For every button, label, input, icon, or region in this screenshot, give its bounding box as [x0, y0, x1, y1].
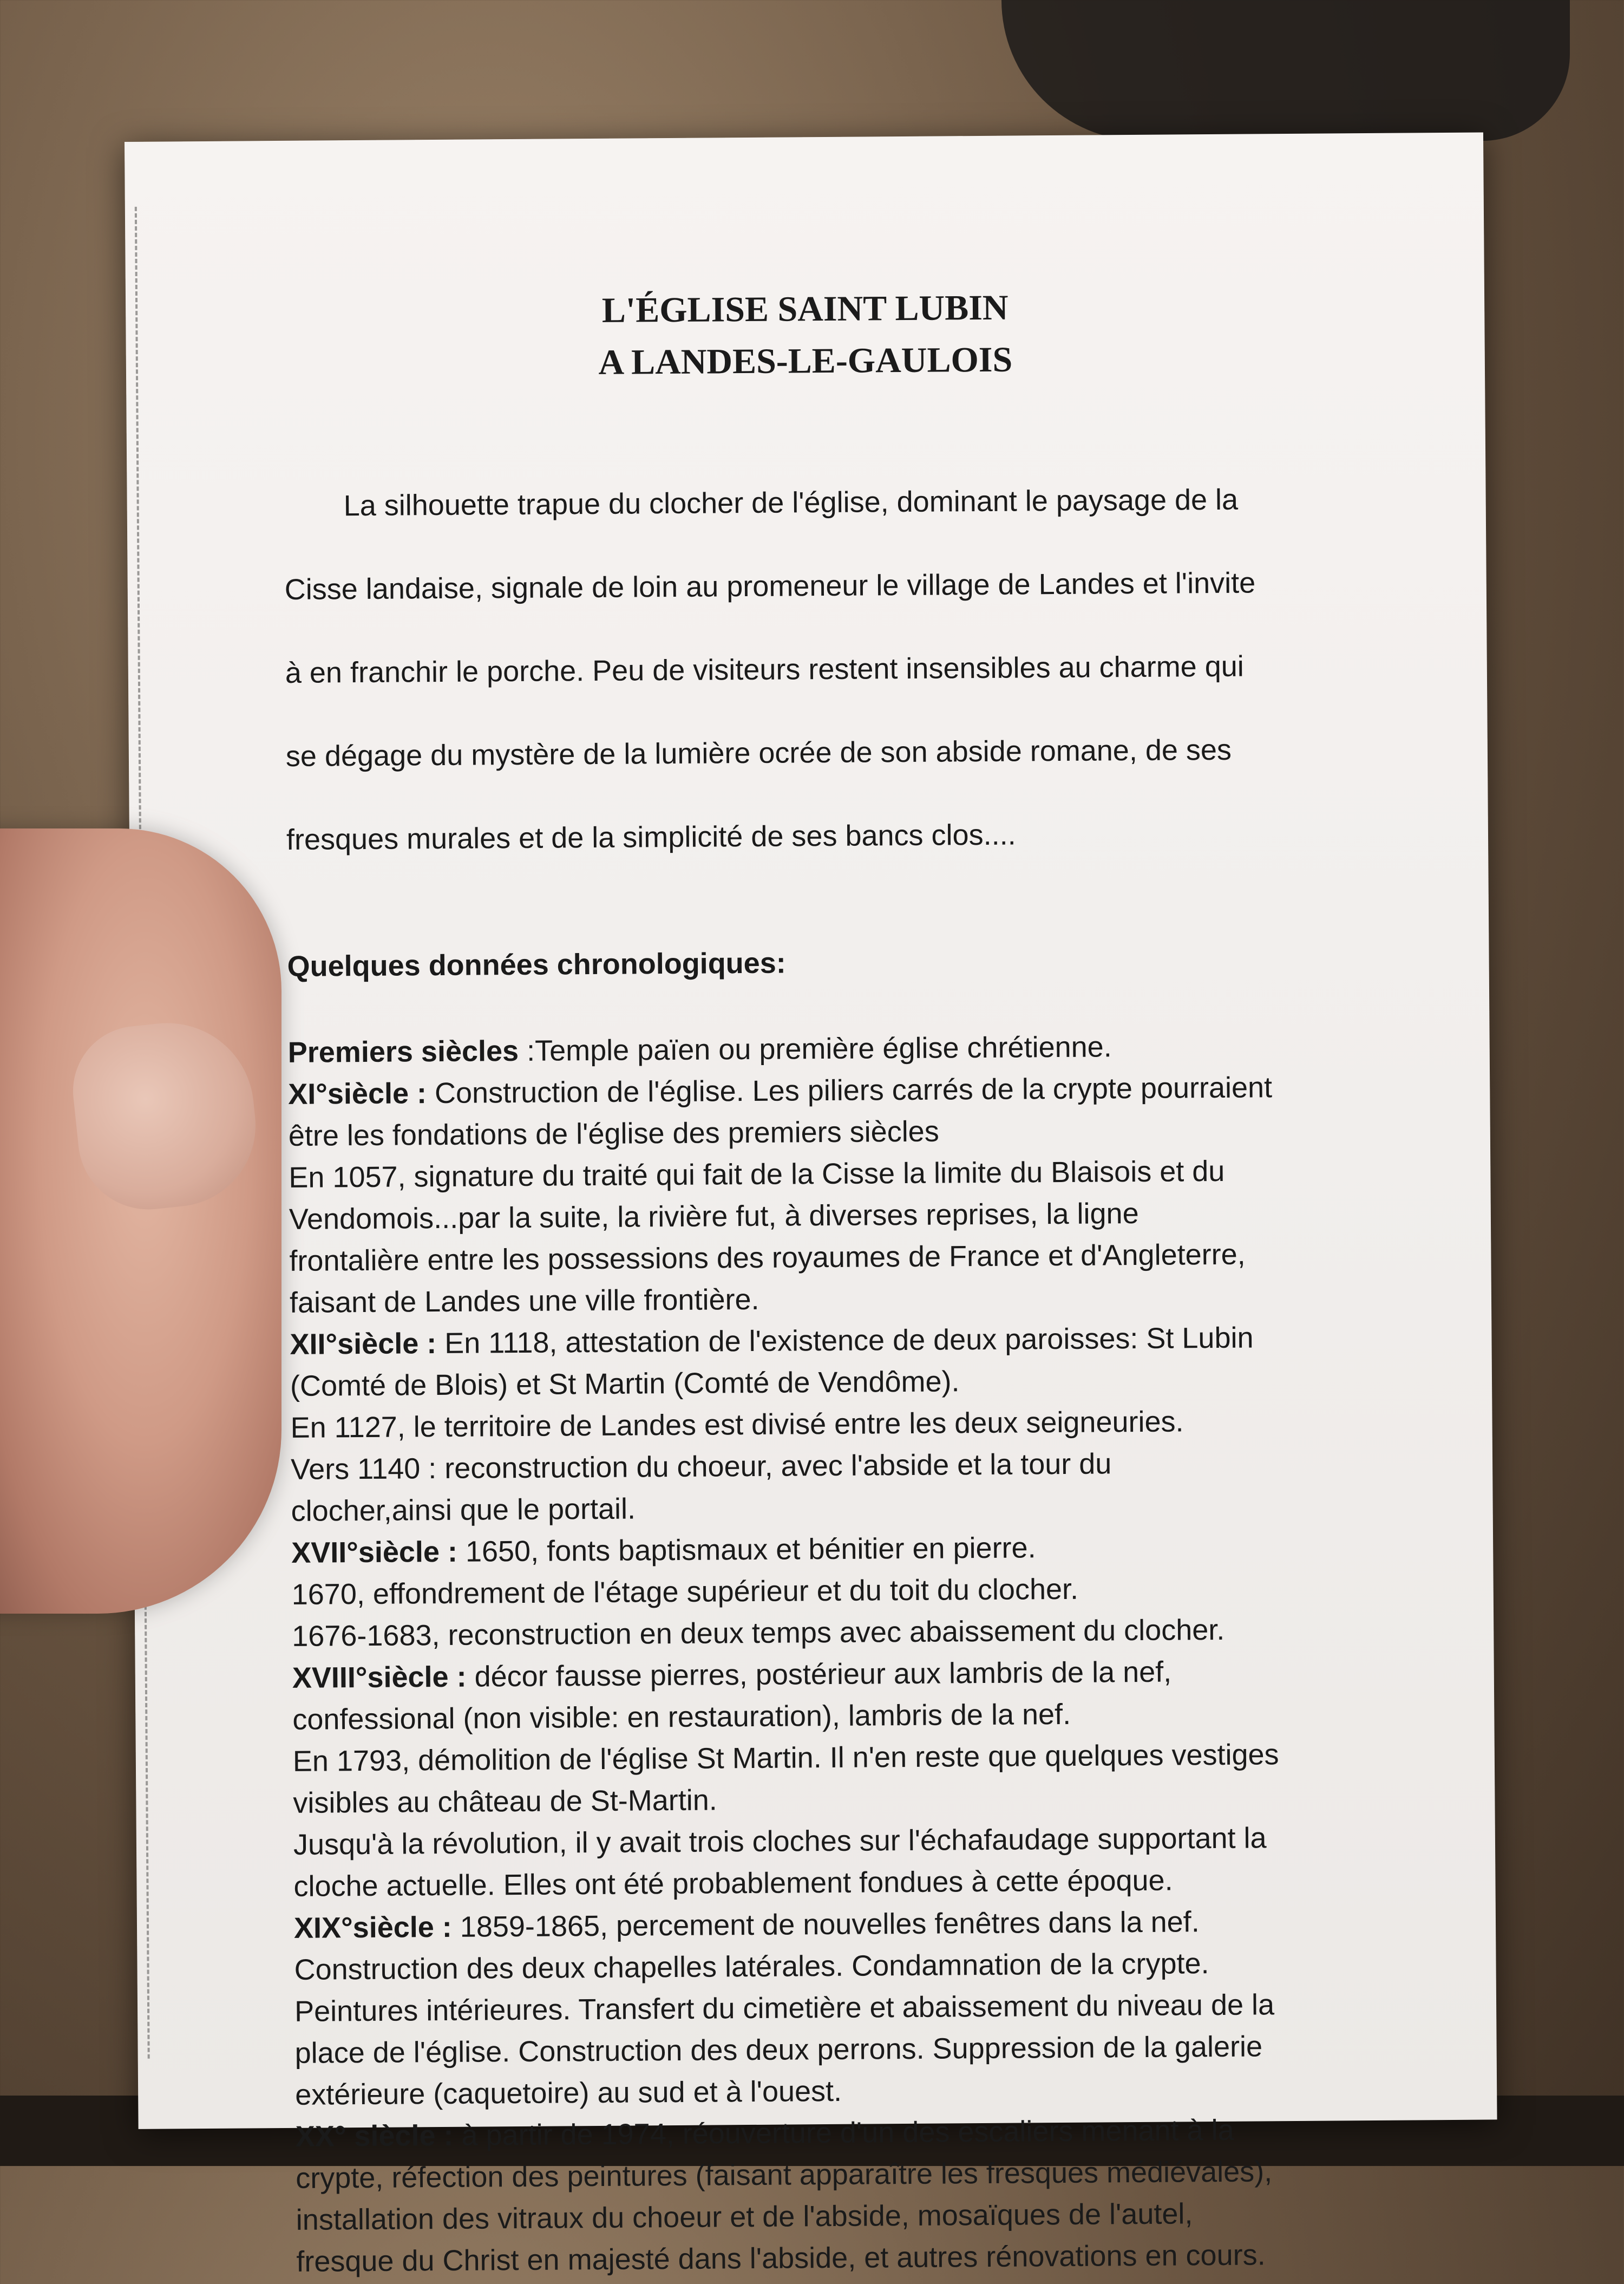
chronology-line: [292, 1691, 1451, 1741]
line-text: 1650, fonts baptismaux et bénitier en pierre.: [457, 1531, 1036, 1568]
line-text: Construction de l'église. Les piliers carrés de la crypte pourraient: [426, 1071, 1273, 1110]
line-text: être les fondations de l'église des premiers siècles: [288, 1115, 939, 1152]
line-text: à partir de 1974, réouverture d'un des escaliers menant à la: [453, 2113, 1234, 2152]
intro-line: La silhouette trapue du clocher de l'église, dominant le paysage de la: [343, 483, 1239, 523]
chronology-line: [296, 2233, 1455, 2283]
chronology-line: [293, 1858, 1452, 1908]
intro-paragraph: [284, 436, 1445, 903]
chronology-line: [293, 1816, 1452, 1866]
line-text: installation des vitraux du choeur et de l'abside, mosaïques de l'autel,: [296, 2197, 1193, 2236]
line-text: visibles au château de St-Martin.: [293, 1784, 718, 1819]
title-line-2: A LANDES-LE-GAULOIS: [598, 340, 1013, 382]
line-text: extérieure (caquetoire) au sud et à l'ouest.: [294, 2074, 842, 2111]
chronology-line: [293, 1733, 1451, 1783]
chronology-line: [287, 1024, 1446, 1074]
chronology-line: [289, 1149, 1447, 1199]
intro-line: à en franchir le porche. Peu de visiteurs restent insensibles au charme qui: [285, 650, 1244, 689]
chronology-line: [289, 1191, 1448, 1241]
line-text: clocher,ainsi que le portail.: [291, 1492, 636, 1528]
line-text: 1859-1865, percement de nouvelles fenêtres dans la nef.: [451, 1905, 1200, 1943]
line-text: En 1057, signature du traité qui fait de la Cisse la limite du Blaisois et du: [289, 1154, 1225, 1194]
holding-hand: [0, 828, 281, 1614]
title-line-1: L'ÉGLISE SAINT LUBIN: [601, 288, 1009, 330]
line-text: Peintures intérieures. Transfert du cimetière et abaissement du niveau de la: [294, 1988, 1275, 2028]
chronology-line: [296, 2150, 1454, 2200]
line-text: 1676-1683, reconstruction en deux temps avec abaissement du clocher.: [292, 1613, 1225, 1653]
background-dark-object: [1001, 0, 1570, 141]
line-text: En 1127, le territoire de Landes est divisé entre les deux seigneuries.: [290, 1405, 1184, 1444]
chronology-line: [292, 1649, 1451, 1699]
chronology-line: [294, 2025, 1453, 2074]
line-text: faisant de Landes une ville frontière.: [289, 1283, 759, 1319]
line-text: Jusqu'à la révolution, il y avait trois cloches sur l'échafaudage supportant la: [293, 1822, 1267, 1861]
intro-line: se dégage du mystère de la lumière ocrée de son abside romane, de ses: [285, 733, 1232, 773]
document-title: [126, 278, 1485, 392]
chronology-line: [289, 1232, 1448, 1282]
chronology-line: [289, 1107, 1447, 1157]
line-text: crypte, réfection des peintures (faisant apparaître les fresques médiévales),: [296, 2155, 1273, 2195]
leaflet-page: [125, 132, 1497, 2278]
chronology-line: [291, 1483, 1449, 1532]
chronology-line: [295, 2066, 1453, 2116]
chronology-line: [290, 1399, 1449, 1449]
period-label: XIX°siècle :: [293, 1910, 453, 1944]
line-text: En 1793, démolition de l'église St Martin. Il n'en reste que quelques vestiges: [292, 1738, 1279, 1778]
chronology-list: [287, 1024, 1455, 2283]
section-heading: Quelques données chronologiques:: [287, 947, 786, 983]
intro-line: Cisse landaise, signale de loin au promeneur le village de Landes et l'invite: [284, 566, 1256, 606]
chronology-line: [290, 1316, 1448, 1366]
period-label: XII°siècle :: [290, 1327, 437, 1361]
chronology-line: [290, 1358, 1449, 1407]
chronology-line: [291, 1566, 1450, 1616]
chronology-line: [295, 2108, 1453, 2158]
period-label: XI°siècle :: [288, 1077, 427, 1111]
line-text: fresque du Christ en majesté dans l'abside, et autres rénovations en cours.: [296, 2239, 1266, 2278]
chronology-line: [288, 1066, 1446, 1115]
period-label: Premiers siècles: [287, 1034, 519, 1069]
period-label: XX° siècle :: [295, 2119, 454, 2153]
line-text: place de l'église. Construction des deux perrons. Suppression de la galerie: [294, 2030, 1263, 2070]
line-text: :Temple païen ou première église chrétienne.: [518, 1030, 1112, 1067]
line-text: Vendomois...par la suite, la rivière fut, à diverses reprises, la ligne: [289, 1197, 1139, 1236]
chronology-line: [290, 1274, 1448, 1324]
line-text: (Comté de Blois) et St Martin (Comté de Vendôme).: [290, 1365, 960, 1402]
chronology-line: [293, 1774, 1451, 1824]
chronology-line: [294, 1900, 1452, 1949]
chronology-line: [291, 1524, 1450, 1574]
line-text: 1670, effondrement de l'étage supérieur et du toit du clocher.: [291, 1572, 1079, 1611]
period-label: XVIII°siècle :: [292, 1660, 467, 1694]
chronology-line: [296, 2191, 1455, 2241]
chronology-line: [294, 1941, 1452, 1991]
line-text: Construction des deux chapelles latérales. Condamnation de la crypte.: [294, 1947, 1209, 1986]
chronology-line: [294, 1983, 1453, 2033]
line-text: Vers 1140 : reconstruction du choeur, avec l'abside et la tour du: [290, 1447, 1112, 1486]
line-text: frontalière entre les possessions des royaumes de France et d'Angleterre,: [289, 1238, 1246, 1277]
chronology-line: [292, 1608, 1450, 1657]
period-label: XVII°siècle :: [291, 1535, 458, 1569]
line-text: En 1118, attestation de l'existence de deux paroisses: St Lubin: [436, 1321, 1254, 1360]
line-text: confessional (non visible: en restauration), lambris de la nef.: [292, 1698, 1071, 1736]
document-body: [284, 436, 1455, 2283]
intro-line: fresques murales et de la simplicité de ses bancs clos....: [286, 818, 1016, 856]
chronology-line: [291, 1441, 1449, 1491]
line-text: cloche actuelle. Elles ont été probablement fondues à cette époque.: [293, 1864, 1173, 1903]
line-text: décor fausse pierres, postérieur aux lambris de la nef,: [466, 1655, 1172, 1693]
